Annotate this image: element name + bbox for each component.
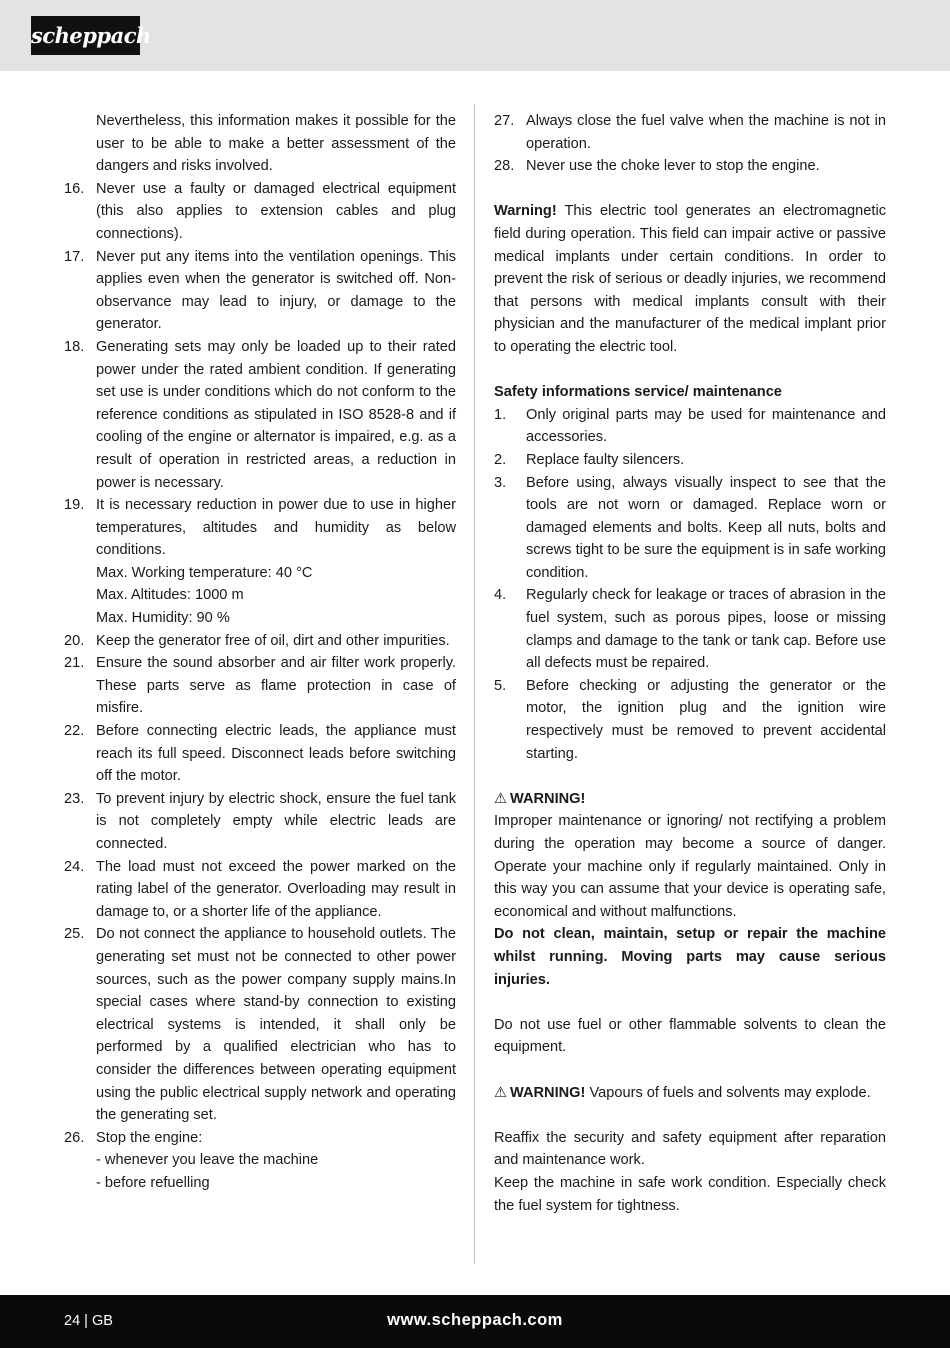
emf-warning-label: Warning! — [494, 203, 557, 220]
list-item — [64, 652, 456, 720]
vapour-warning-text: Vapours of fuels and solvents may explode. — [589, 1084, 871, 1101]
list-item-text: Replace faulty silencers. — [526, 451, 685, 468]
emf-warning-text: This electric tool generates an electromagnetic field during operation. This field can impair active or passive medical implants under certain conditions. In order to prevent the risk of serious or deadly injuries, we recommend that persons with medical implants consult with their physician and the manufacturer of the medical implant prior to operating the electric tool. — [494, 203, 886, 355]
reaffix-note: Reaffix the security and safety equipment after reparation and maintenance work. — [494, 1129, 886, 1169]
left-column — [64, 110, 456, 1195]
list-item — [64, 336, 456, 494]
list-item — [494, 675, 886, 765]
list-item — [64, 246, 456, 336]
list-item-detail: - before refuelling — [96, 1174, 210, 1191]
list-item-text: Never use the choke lever to stop the engine. — [526, 158, 820, 175]
list-item-text: It is necessary reduction in power due to use in higher temperatures, altitudes and humidity as below conditions. — [96, 497, 456, 559]
maintenance-warning-label: WARNING! — [510, 790, 586, 807]
service-list — [494, 404, 886, 766]
website-link[interactable]: www.scheppach.com — [387, 1311, 563, 1329]
list-item — [494, 110, 886, 155]
list-item-detail: Max. Humidity: 90 % — [96, 610, 230, 627]
list-item-number: 1. — [494, 406, 507, 423]
list-item-number: 21. — [64, 655, 85, 672]
vapour-warning — [494, 1082, 886, 1105]
list-item-number: 24. — [64, 858, 85, 875]
list-item — [64, 923, 456, 1126]
list-item-number: 26. — [64, 1129, 85, 1146]
list-item-number: 25. — [64, 926, 85, 943]
list-item — [494, 155, 886, 178]
warning-triangle-icon: ⚠ — [494, 790, 508, 807]
maintenance-warning-heading — [494, 788, 886, 811]
right-column — [494, 110, 886, 1217]
list-item-number: 4. — [494, 587, 507, 604]
list-item-number: 20. — [64, 632, 85, 649]
list-item-text: Before checking or adjusting the generator or the motor, the ignition plug and the ignition wire respectively must be removed to prevent accidental starting. — [526, 677, 886, 762]
vapour-warning-label: WARNING! — [510, 1084, 586, 1101]
list-item — [494, 584, 886, 674]
page-footer — [0, 1295, 950, 1348]
list-item-number: 28. — [494, 158, 515, 175]
service-heading: Safety informations service/ maintenance — [494, 384, 782, 401]
list-item-text: The load must not exceed the power marked on the rating label of the generator. Overloading may result in damage to, or a shorter life of the appliance. — [96, 858, 456, 920]
list-item-text: To prevent injury by electric shock, ensure the fuel tank is not completely empty while electric leads are connected. — [96, 790, 456, 852]
fuel-note: Do not use fuel or other flammable solvents to clean the equipment. — [494, 1016, 886, 1056]
list-item-number: 27. — [494, 113, 515, 129]
list-item — [64, 178, 456, 246]
page-header — [0, 0, 950, 71]
list-item-text: Do not connect the appliance to household outlets. The generating set must not be connected to other power sources, such as the power company supply mains.In special cases where stand-by connection to existing electrical systems is intended, it shall only be performed by a qualified electrician who has to consider the differences between operating equipment using the public electrical supply network and operating the generating set. — [96, 926, 456, 1124]
list-item-detail: Max. Altitudes: 1000 m — [96, 587, 244, 604]
list-item — [64, 788, 456, 856]
list-item-number: 2. — [494, 451, 507, 468]
list-item — [64, 1127, 456, 1195]
list-item-text: Before connecting electric leads, the appliance must reach its full speed. Disconnect leads before switching off the motor. — [96, 723, 456, 785]
list-item-text: Never put any items into the ventilation openings. This applies even when the generator is switched off. Non-observance may lead to injury, or damage to the generator. — [96, 248, 456, 333]
list-item-number: 23. — [64, 790, 85, 807]
list-item — [64, 856, 456, 924]
list-item-text: Ensure the sound absorber and air filter work properly. These parts serve as flame protection in case of misfire. — [96, 655, 456, 717]
column-divider — [474, 104, 475, 1264]
list-item-number: 19. — [64, 497, 85, 514]
list-item — [64, 630, 456, 653]
list-item-text: Generating sets may only be loaded up to their rated power under the rated ambient condition. If generating set use is under conditions which do not conform to the reference conditions as stipulated in ISO 8528-8 and if cooling of the engine or alternator is impaired, e.g. as a result of operation in restricted areas, a reduction in power is necessary. — [96, 338, 456, 491]
safety-list-right — [494, 110, 886, 178]
list-item-number: 5. — [494, 677, 507, 694]
list-item-number: 22. — [64, 723, 85, 740]
list-item-number: 18. — [64, 338, 85, 355]
list-item-detail: - whenever you leave the machine — [96, 1152, 319, 1169]
list-item-detail: Max. Working temperature: 40 °C — [96, 564, 313, 581]
list-item-text: Stop the engine: — [96, 1129, 203, 1146]
safety-list-left — [64, 178, 456, 1195]
list-item — [64, 494, 456, 630]
list-item — [64, 720, 456, 788]
list-item — [494, 472, 886, 585]
keep-note: Keep the machine in safe work condition. Especially check the fuel system for tightness. — [494, 1174, 886, 1214]
list-item-text: Before using, always visually inspect to see that the tools are not worn or damaged. Replace worn or damaged elements and bolts. Keep all nuts, bolts and screws tight to be sure the equipment is in safe working condition. — [526, 474, 886, 581]
warning-triangle-icon: ⚠ — [494, 1084, 508, 1101]
list-item-number: 17. — [64, 248, 85, 265]
list-item-text: Always close the fuel valve when the machine is not in operation. — [526, 113, 886, 152]
intro-paragraph: Nevertheless, this information makes it possible for the user to be able to make a better assessment of the dangers and risks involved. — [96, 113, 456, 175]
list-item-text: Only original parts may be used for maintenance and accessories. — [526, 406, 886, 446]
scheppach-logo: scheppach — [31, 16, 140, 55]
list-item-text: Regularly check for leakage or traces of abrasion in the fuel system, such as porous pipes, loose or missing clamps and damage to the tank or tank cap. Before use all defects must be repaired. — [526, 587, 886, 672]
emf-warning — [494, 200, 886, 358]
list-item — [494, 404, 886, 449]
maintenance-warning-text: Improper maintenance or ignoring/ not rectifying a problem during the operation may become a source of danger. Operate your machine only if regularly maintained. Only in this way you can assume that your device is operating safe, economical and without malfunctions. — [494, 813, 886, 920]
list-item-number: 3. — [494, 474, 507, 491]
page-number: 24 | GB — [64, 1313, 113, 1329]
list-item — [494, 449, 886, 472]
list-item-text: Keep the generator free of oil, dirt and other impurities. — [96, 632, 450, 649]
list-item-text: Never use a faulty or damaged electrical equipment (this also applies to extension cables and plug connections). — [96, 180, 456, 242]
bold-warning: Do not clean, maintain, setup or repair the machine whilst running. Moving parts may cause serious injuries. — [494, 926, 886, 988]
list-item-number: 16. — [64, 180, 85, 197]
